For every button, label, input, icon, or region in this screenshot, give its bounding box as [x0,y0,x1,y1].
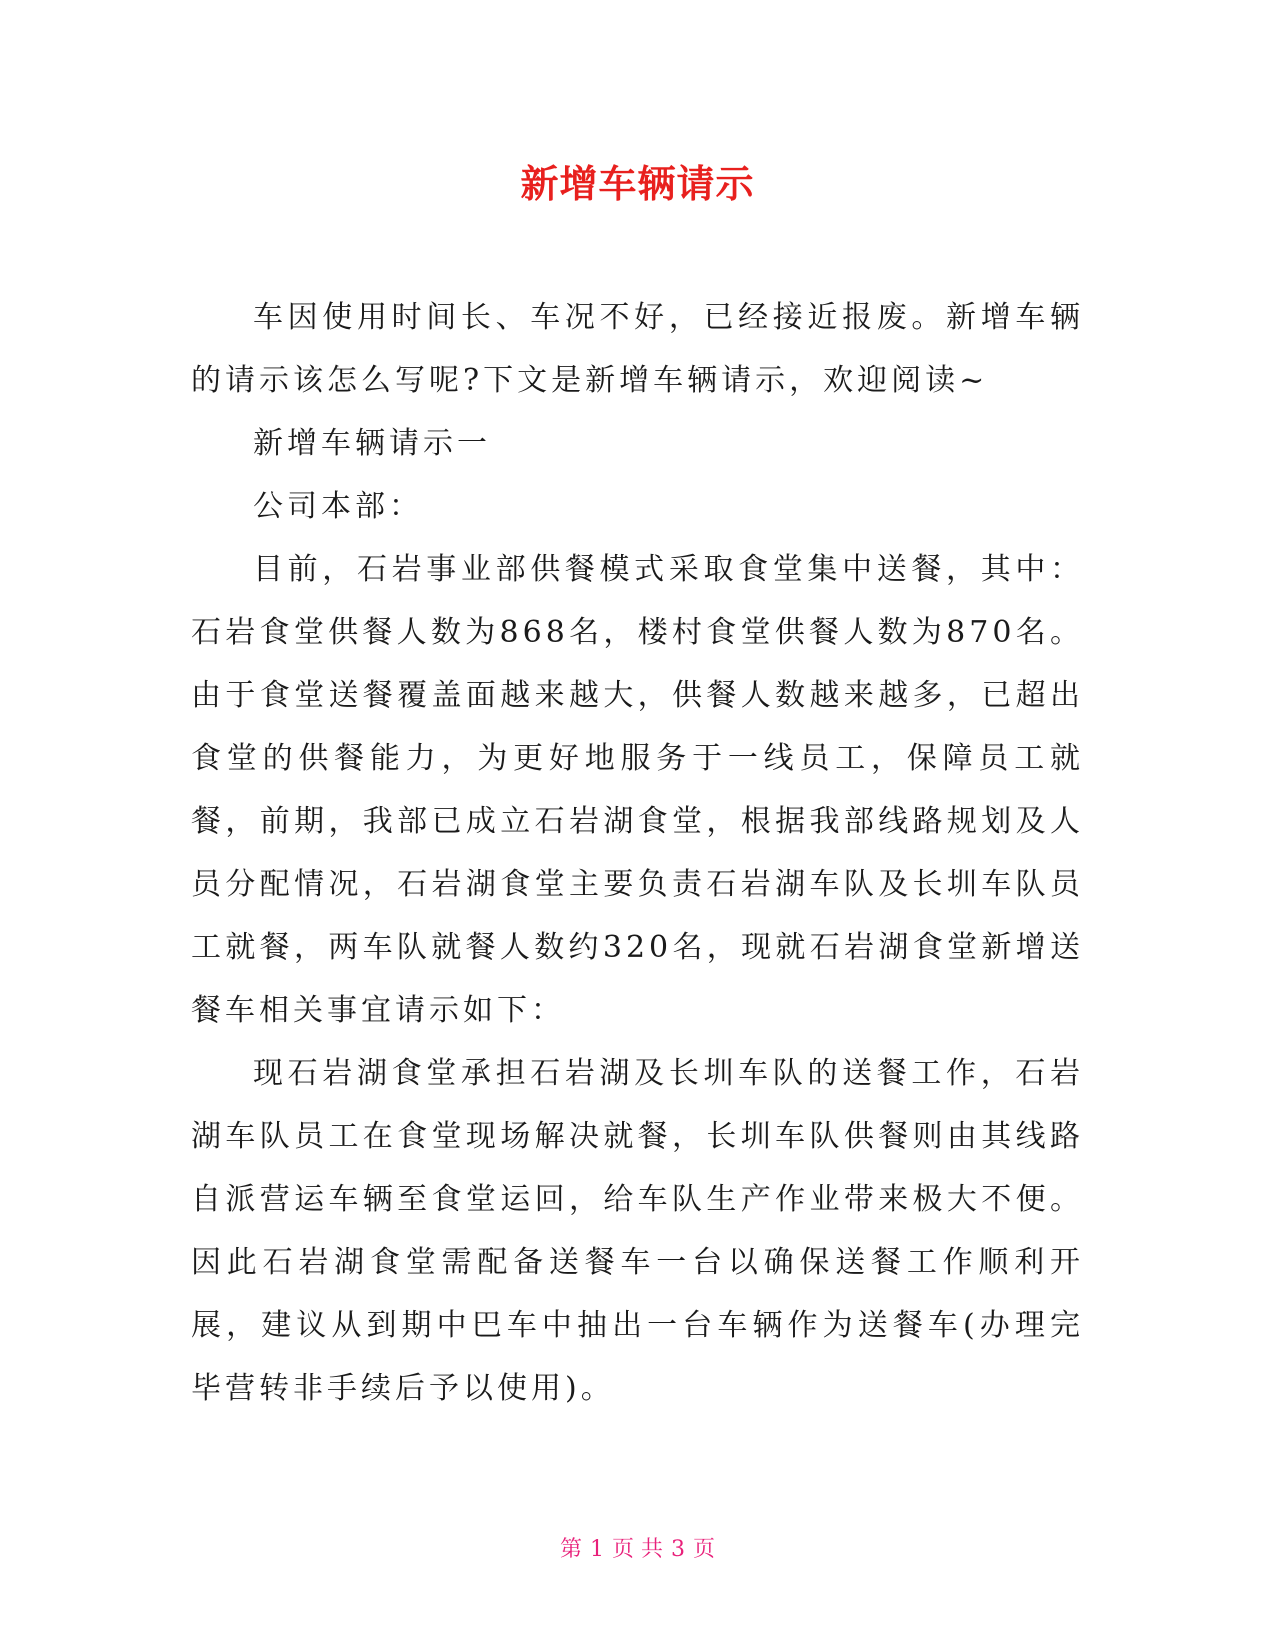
footer-middle: 页 共 [612,1537,663,1562]
document-title: 新增车辆请示 [520,162,755,206]
document-body [191,286,1084,1420]
body-paragraph: 现石岩湖食堂承担石岩湖及长圳车队的送餐工作，石岩湖车队员工在食堂现场解决就餐，长圳车队供餐则由其线路自派营运车辆至食堂运回，给车队生产作业带来极大不便。因此石岩湖食堂需配备送餐车一台以确保送餐工作顺利开展，建议从到期中巴车中抽出一台车辆作为送餐车(办理完毕营转非手续后予以使用)。 [191,1056,1084,1406]
section-heading: 新增车辆请示一 [253,426,491,461]
footer-prefix: 第 [559,1537,582,1562]
page-footer [0,1535,1275,1565]
salutation: 公司本部： [253,489,423,524]
intro-paragraph: 车因使用时间长、车况不好，已经接近报废。新增车辆的请示该怎么写呢?下文是新增车辆请示，欢迎阅读~ [191,300,1084,398]
footer-total-pages: 3 [671,1537,685,1562]
body-paragraph: 目前，石岩事业部供餐模式采取食堂集中送餐，其中：石岩食堂供餐人数为868名，楼村食堂供餐人数为870名。由于食堂送餐覆盖面越来越大，供餐人数越来越多，已超出食堂的供餐能力，为更好地服务于一线员工，保障员工就餐，前期，我部已成立石岩湖食堂，根据我部线路规划及人员分配情况，石岩湖食堂主要负责石岩湖车队及长圳车队员工就餐，两车队就餐人数约320名，现就石岩湖食堂新增送餐车相关事宜请示如下： [191,552,1084,1028]
footer-suffix: 页 [693,1537,716,1562]
footer-current-page: 1 [590,1537,604,1562]
